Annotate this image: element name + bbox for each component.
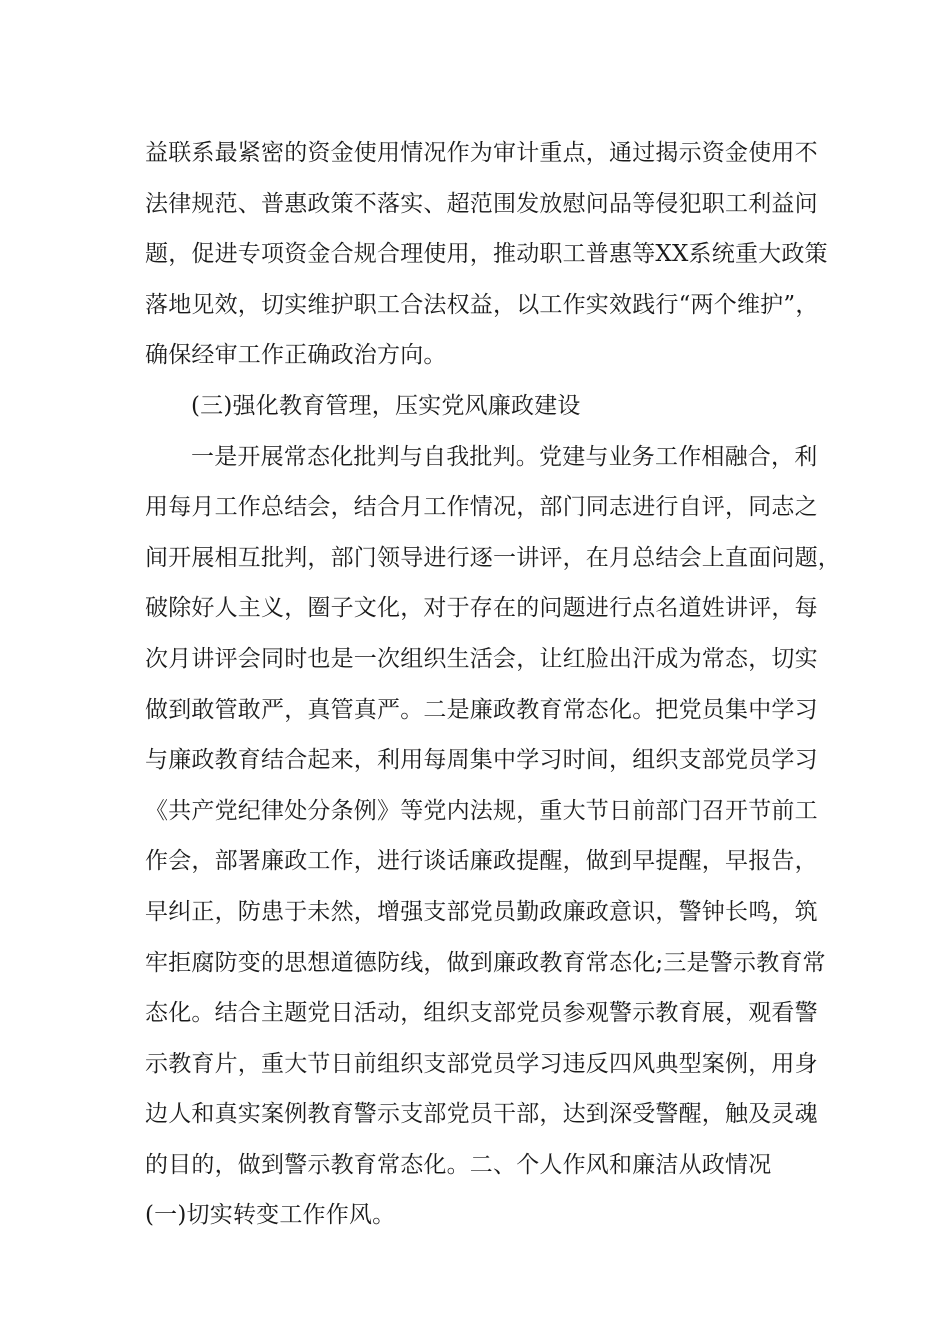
text-line: 《共产党纪律处分条例》等党内法规，重大节日前部门召开节前工	[145, 797, 818, 824]
text-line: 边人和真实案例教育警示支部党员干部，达到深受警醒，触及灵魂	[145, 1101, 818, 1128]
text-line: 破除好人主义，圈子文化，对于存在的问题进行点名道姓讲评，每	[145, 595, 818, 622]
text-line: 落地见效，切实维护职工合法权益，以工作实效践行“两个维护”，	[145, 291, 819, 318]
text-line: 题，促进专项资金合规合理使用，推动职工普惠等XX系统重大政策	[145, 241, 828, 268]
text-line: 作会，部署廉政工作，进行谈话廉政提醒，做到早提醒，早报告，	[145, 848, 818, 875]
text-line: 确保经审工作正确政治方向。	[145, 342, 447, 369]
section-heading: (三)强化教育管理，压实党风廉政建设	[191, 392, 581, 419]
text-line: 益联系最紧密的资金使用情况作为审计重点，通过揭示资金使用不	[145, 140, 818, 166]
text-line: 与廉政教育结合起来，利用每周集中学习时间，组织支部党员学习	[145, 747, 818, 774]
text-line: 牢拒腐防变的思想道德防线，做到廉政教育常态化;三是警示教育常	[145, 949, 826, 976]
text-line: 用每月工作总结会，结合月工作情况，部门同志进行自评，同志之	[145, 494, 818, 521]
text-line: 次月讲评会同时也是一次组织生活会，让红脸出汗成为常态，切实	[145, 645, 818, 672]
text-line: 态化。结合主题党日活动，组织支部党员参观警示教育展，观看警	[145, 1000, 818, 1027]
text-line: 一是开展常态化批判与自我批判。党建与业务工作相融合，利	[191, 443, 818, 470]
text-line: 的目的，做到警示教育常态化。二、个人作风和廉洁从政情况	[145, 1151, 772, 1178]
text-line: 间开展相互批判，部门领导进行逐一讲评，在月总结会上直面问题，	[145, 544, 841, 571]
text-line: 做到敢管敢严，真管真严。二是廉政教育常态化。把党员集中学习	[145, 696, 818, 723]
text-line: (一)切实转变工作作风。	[145, 1202, 396, 1229]
document-body	[145, 128, 845, 1241]
text-line: 早纠正，防患于未然，增强支部党员勤政廉政意识，警钟长鸣，筑	[145, 898, 818, 925]
text-line: 法律规范、普惠政策不落实、超范围发放慰问品等侵犯职工利益问	[145, 190, 818, 217]
text-line: 示教育片，重大节日前组织支部党员学习违反四风典型案例，用身	[145, 1050, 818, 1077]
